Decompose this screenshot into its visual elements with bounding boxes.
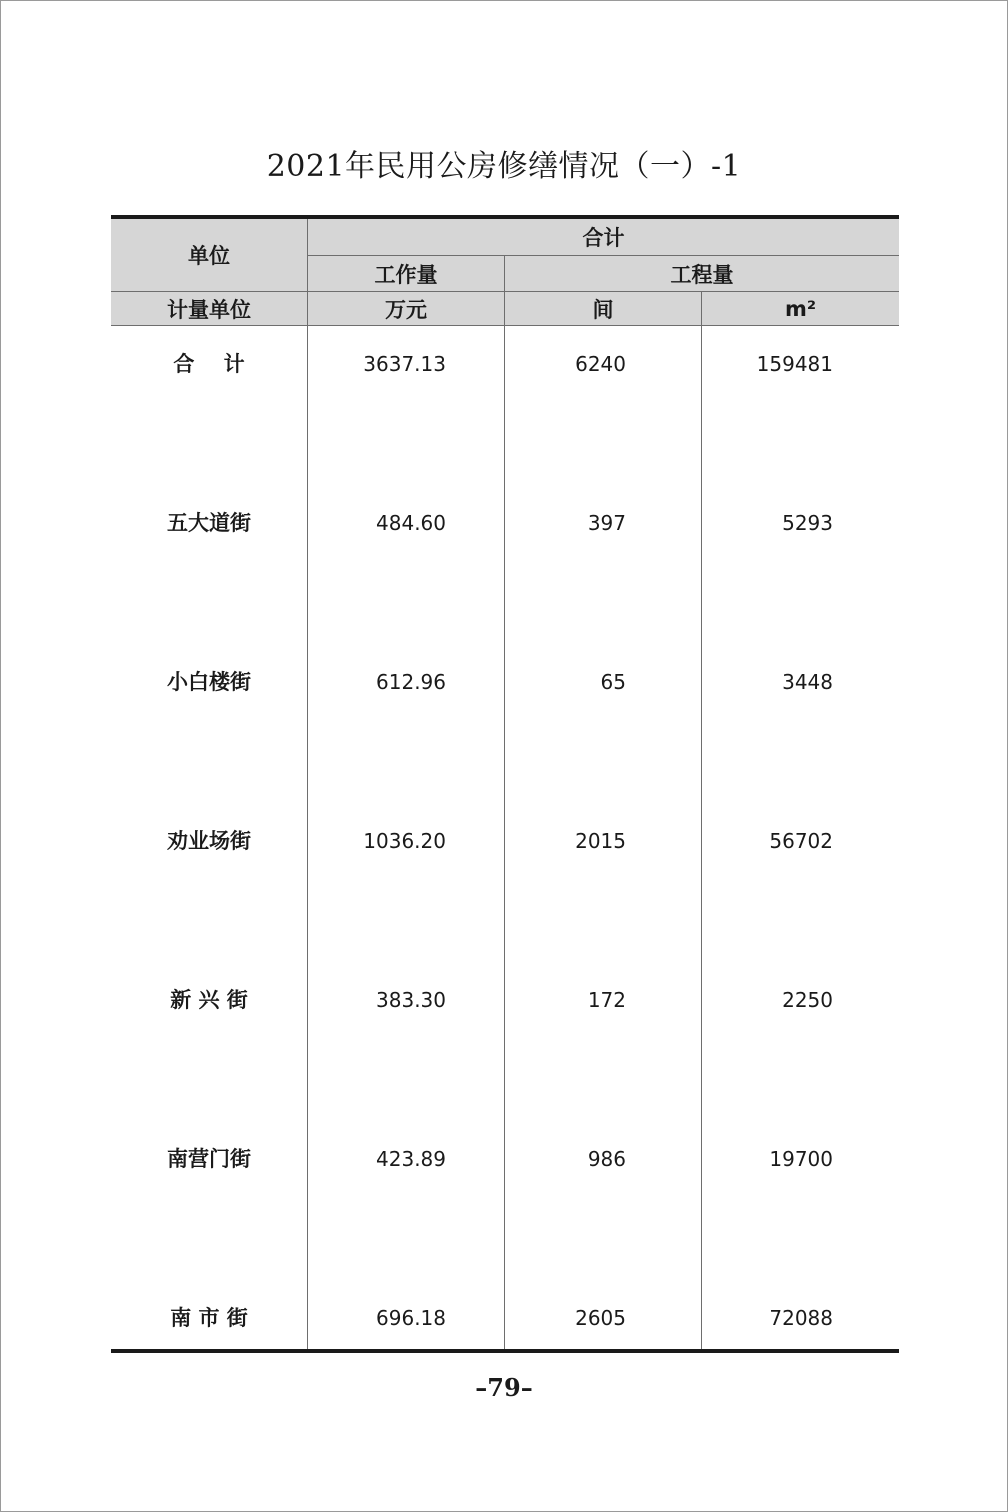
- column-divider-1: [307, 219, 308, 1349]
- row-name: 五大道街: [167, 511, 251, 535]
- row-name: 劝业场街: [167, 829, 251, 853]
- row-rooms: 65: [600, 670, 626, 694]
- row-name: 南 市 街: [170, 1306, 248, 1330]
- row-rooms: 986: [587, 1147, 626, 1171]
- row-area: 2250: [782, 988, 833, 1012]
- row-name: 新 兴 街: [170, 988, 248, 1012]
- header-unit-m2: m²: [784, 296, 817, 321]
- header-workload: 工作量: [374, 262, 438, 287]
- row-workload: 696.18: [376, 1306, 446, 1330]
- row-rooms: 6240: [575, 352, 626, 376]
- row-workload: 3637.13: [363, 352, 446, 376]
- header-engineering: 工程量: [670, 262, 734, 287]
- page-title: 2021年民用公房修缮情况（一）-1: [266, 149, 742, 184]
- data-table: [111, 215, 899, 1354]
- row-workload: 1036.20: [363, 829, 446, 853]
- row-rooms: 2605: [575, 1306, 626, 1330]
- row-area: 56702: [769, 829, 833, 853]
- table-bottom-rule: [111, 1349, 899, 1353]
- header-unit-jian: 间: [592, 297, 614, 322]
- row-workload: 383.30: [376, 988, 446, 1012]
- row-area: 3448: [782, 670, 833, 694]
- row-area: 72088: [769, 1306, 833, 1330]
- column-divider-3: [701, 292, 702, 1349]
- row-area: 5293: [782, 511, 833, 535]
- row-name: 合 计: [173, 352, 245, 376]
- header-unit: 单位: [188, 244, 230, 268]
- row-area: 19700: [769, 1147, 833, 1171]
- row-workload: 484.60: [376, 511, 446, 535]
- header-divider-3: [111, 325, 899, 326]
- page-number: –79–: [475, 1373, 533, 1402]
- row-workload: 612.96: [376, 670, 446, 694]
- row-area: 159481: [756, 352, 833, 376]
- column-divider-2: [504, 256, 505, 1349]
- row-name: 南营门街: [167, 1147, 251, 1171]
- row-rooms: 397: [587, 511, 626, 535]
- header-total: 合计: [582, 226, 625, 250]
- row-rooms: 172: [587, 988, 626, 1012]
- row-workload: 423.89: [376, 1147, 446, 1171]
- header-measure-unit: 计量单位: [167, 297, 251, 322]
- row-name: 小白楼街: [167, 670, 251, 694]
- row-rooms: 2015: [575, 829, 626, 853]
- header-unit-wanyuan: 万元: [385, 297, 427, 322]
